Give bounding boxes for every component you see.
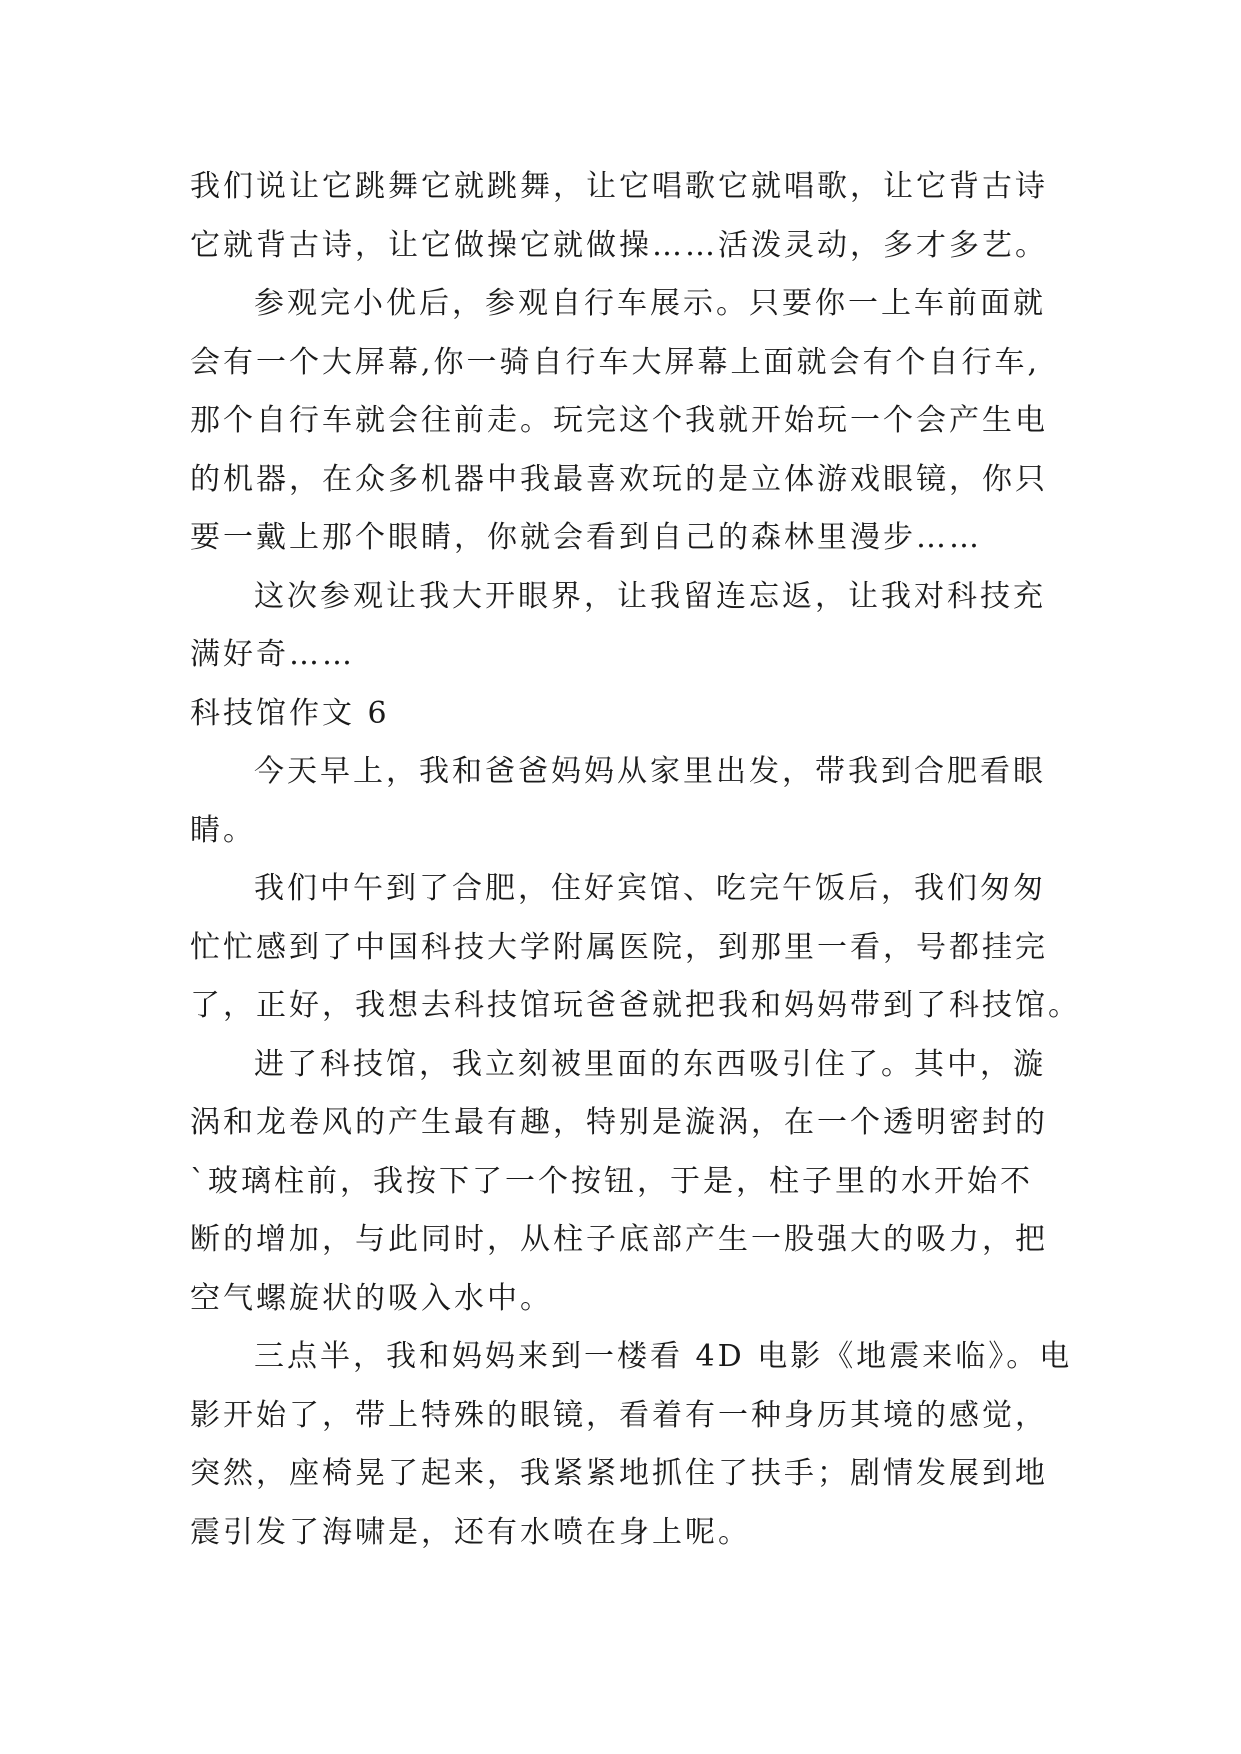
text-line: 涡和龙卷风的产生最有趣，特别是漩涡，在一个透明密封的 — [190, 1105, 1048, 1140]
section-heading — [190, 685, 1060, 744]
text-line: 那个自行车就会往前走。玩完这个我就开始玩一个会产生电 — [190, 403, 1048, 438]
paragraph — [190, 860, 1081, 1036]
paragraph — [190, 1036, 1060, 1329]
text-line: 它就背古诗，让它做操它就做操……活泼灵动，多才多艺。 — [190, 227, 1048, 263]
text-line: 我们中午到了合肥，住好宾馆、吃完午饭后，我们匆匆 — [254, 871, 1046, 906]
text-line: 忙忙感到了中国科技大学附属医院，到那里一看，号都挂完 — [190, 929, 1048, 965]
text-line: 空气螺旋状的吸入水中。 — [190, 1280, 553, 1316]
document-body — [190, 158, 1081, 1562]
text-line: 这次参观让我大开眼界，让我留连忘返，让我对科技充 — [254, 578, 1046, 614]
text-line: 突然，座椅晃了起来，我紧紧地抓住了扶手；剧情发展到地 — [190, 1456, 1048, 1491]
paragraph — [190, 1328, 1073, 1562]
text-line: 要一戴上那个眼睛，你就会看到自己的森林里漫步…… — [190, 520, 982, 555]
text-line: 参观完小优后，参观自行车展示。只要你一上车前面就 — [254, 286, 1046, 321]
text-line: 满好奇…… — [190, 637, 355, 672]
text-line: 断的增加，与此同时，从柱子底部产生一股强大的吸力，把 — [190, 1222, 1048, 1257]
text-line: 了，正好，我想去科技馆玩爸爸就把我和妈妈带到了科技馆。 — [190, 988, 1081, 1023]
text-line: 影开始了，带上特殊的眼镜，看着有一种身历其境的感觉， — [190, 1397, 1048, 1433]
paragraph — [190, 743, 1060, 860]
text-line: 的机器，在众多机器中我最喜欢玩的是立体游戏眼镜，你只 — [190, 461, 1048, 497]
text-line: 睛。 — [190, 812, 256, 848]
paragraph — [190, 158, 1060, 275]
paragraph — [190, 275, 1060, 568]
text-line: 我们说让它跳舞它就跳舞，让它唱歌它就唱歌，让它背古诗 — [190, 169, 1048, 204]
text-line: 震引发了海啸是，还有水喷在身上呢。 — [190, 1514, 751, 1550]
text-line: 进了科技馆，我立刻被里面的东西吸引住了。其中，漩 — [254, 1046, 1046, 1082]
text-line: 三点半，我和妈妈来到一楼看 4D 电影《地震来临》。电 — [254, 1339, 1073, 1374]
paragraph — [190, 568, 1060, 685]
text-line: 今天早上，我和爸爸妈妈从家里出发，带我到合肥看眼 — [254, 754, 1046, 789]
text-line: 会有一个大屏幕,你一骑自行车大屏幕上面就会有个自行车, — [190, 344, 1041, 380]
text-line: `玻璃柱前，我按下了一个按钮，于是，柱子里的水开始不 — [190, 1163, 1033, 1199]
heading-text: 科技馆作文 6 — [190, 695, 390, 731]
